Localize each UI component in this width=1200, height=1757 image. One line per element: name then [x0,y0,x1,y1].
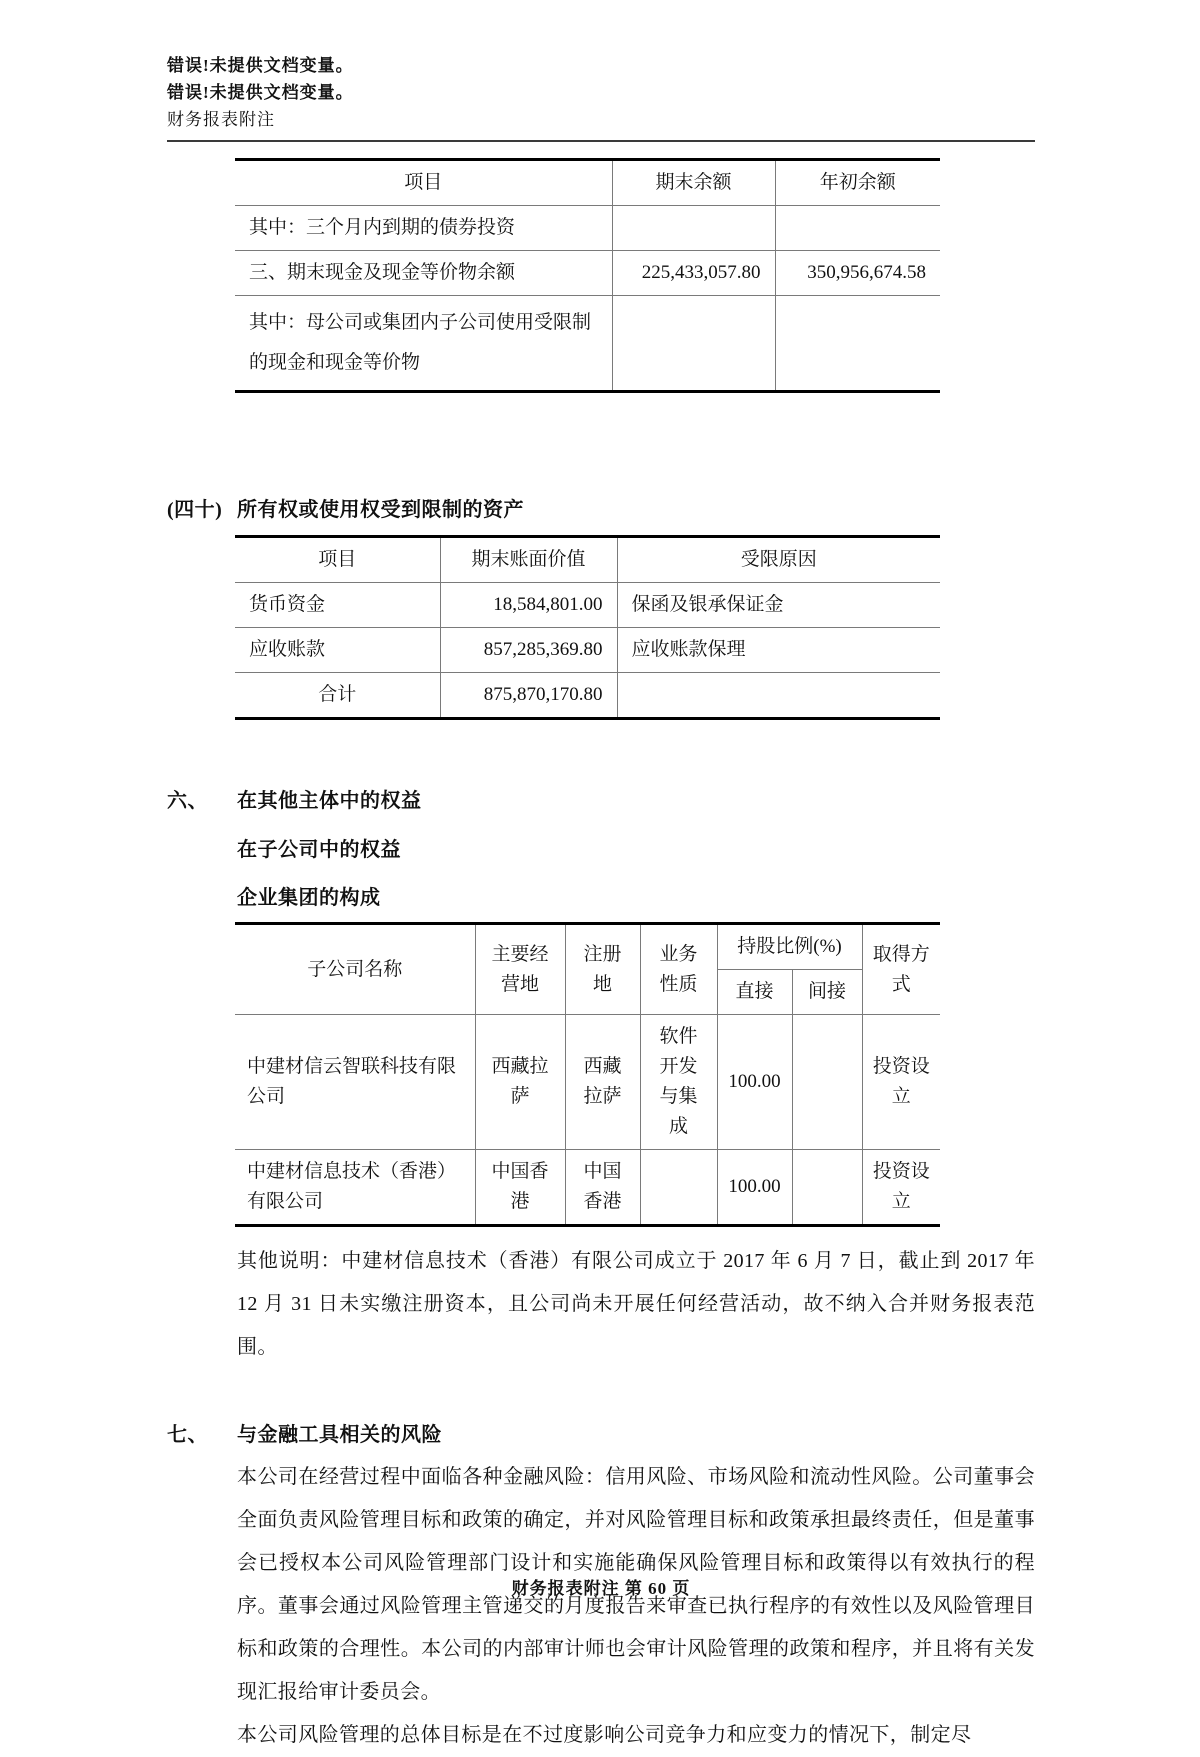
financial-risk-paragraph-1: 本公司在经营过程中面临各种金融风险：信用风险、市场风险和流动性风险。公司董事会全面负责风险管理目标和政策的确定，并对风险管理目标和政策承担最终责任，但是董事会已授权本公司风险管理部门设计和实施能确保风险管理目标和政策得以有效执行的程序。董事会通过风险管理主管递交的月度报告来审查已执行程序的有效性以及风险管理目标和政策的合理性。本公司的内部审计师也会审计风险管理的政策和程序，并且将有关发现汇报给审计委员会。 [237,1466,1035,1703]
cell-registered-place: 中国香港 [565,1150,640,1226]
col-header-acquisition-method: 取得方式 [862,924,940,1015]
cell-business-nature: 软件开发与集成 [640,1015,717,1150]
section-title: 所有权或使用权受到限制的资产 [237,499,524,521]
section-number: 七、 [167,1424,208,1446]
subsidiaries-note-paragraph: 其他说明：中建材信息技术（香港）有限公司成立于 2017 年 6 月 7 日，截止到 2017 年 12 月 31 日未实缴注册资本，且公司尚未开展任何经营活动，故不纳入合并财务报表范围。 [237,1250,1035,1358]
cell-direct-ratio: 100.00 [717,1150,792,1226]
header-doc-type: 财务报表附注 [167,110,275,129]
cell-acquisition-method: 投资设立 [862,1015,940,1150]
section-6-subtitle-2: 企业集团的构成 [237,887,381,909]
cell-book-value-total: 875,870,170.80 [440,673,617,719]
cell-subsidiary-name: 中建材信息技术（香港）有限公司 [247,1161,457,1212]
cell-acquisition-method: 投资设立 [862,1150,940,1226]
cell-subsidiary-name: 中建材信云智联科技有限公司 [235,1015,475,1150]
financial-risk-paragraph-2: 本公司风险管理的总体目标是在不过度影响公司竞争力和应变力的情况下，制定尽 [237,1724,972,1746]
page-footer: 财务报表附注 第 60 页 [511,1579,691,1598]
cell-item-total: 合计 [318,684,357,705]
cell-reason [617,673,940,719]
cell-ending [612,206,775,251]
cell-item: 三、期末现金及现金等价物余额 [235,251,612,296]
col-header-item: 项目 [235,160,612,206]
cell-beginning [775,206,940,251]
col-header-indirect: 间接 [792,970,862,1015]
restricted-assets-table [235,535,940,720]
cell-reason: 保函及银承保证金 [617,583,940,628]
col-header-registered-place: 注册地 [565,924,640,1015]
cell-indirect-ratio [792,1150,862,1226]
col-header-book-value: 期末账面价值 [440,537,617,583]
section-title: 与金融工具相关的风险 [237,1424,442,1446]
cell-item: 其中：三个月内到期的债券投资 [235,206,612,251]
cell-indirect-ratio [792,1015,862,1150]
table-total-row [235,673,940,719]
cell-ending: 225,433,057.80 [612,251,775,296]
table-row [235,1150,940,1226]
table-header-row [235,924,940,970]
section-number: 六、 [167,790,208,812]
section-6-heading [167,784,1035,813]
table-row [235,628,940,673]
col-header-subsidiary-name: 子公司名称 [235,924,475,1015]
section-6-subtitle-1: 在子公司中的权益 [237,839,401,861]
table-header-row [235,537,940,583]
col-header-beginning-balance: 年初余额 [775,160,940,206]
table-row [235,296,940,392]
cell-ending [612,296,775,392]
table-header-row [235,160,940,206]
section-title: 在其他主体中的权益 [237,790,422,812]
cell-direct-ratio: 100.00 [717,1015,792,1150]
header-error-line-1: 错误!未提供文档变量。 [167,56,354,75]
section-number: (四十) [167,499,223,521]
col-header-ending-balance: 期末余额 [612,160,775,206]
cash-equivalents-table [235,158,940,393]
col-header-shareholding-ratio: 持股比例(%) [717,924,862,970]
cell-main-place: 西藏拉萨 [475,1015,565,1150]
cell-beginning [775,296,940,392]
col-header-direct: 直接 [717,970,792,1015]
section-40-heading [167,493,1035,522]
cell-book-value: 18,584,801.00 [440,583,617,628]
cell-book-value: 857,285,369.80 [440,628,617,673]
table-row [235,206,940,251]
header-error-line-2: 错误!未提供文档变量。 [167,83,354,102]
cell-beginning: 350,956,674.58 [775,251,940,296]
col-header-business-nature: 业务性质 [640,924,717,1015]
section-7-heading [167,1418,1035,1447]
table-row [235,1015,940,1150]
col-header-reason: 受限原因 [617,537,940,583]
cell-business-nature [640,1150,717,1226]
col-header-item: 项目 [235,537,440,583]
table-row [235,251,940,296]
cell-item: 货币资金 [235,583,440,628]
table-row [235,583,940,628]
document-header [167,52,1035,142]
cell-registered-place: 西藏拉萨 [565,1015,640,1150]
cell-main-place: 中国香港 [475,1150,565,1226]
cell-item: 其中：母公司或集团内子公司使用受限制的现金和现金等价物 [249,312,592,373]
subsidiaries-table [235,922,940,1227]
cell-item: 应收账款 [235,628,440,673]
header-divider [167,140,1035,142]
col-header-main-place: 主要经营地 [475,924,565,1015]
cell-reason: 应收账款保理 [617,628,940,673]
